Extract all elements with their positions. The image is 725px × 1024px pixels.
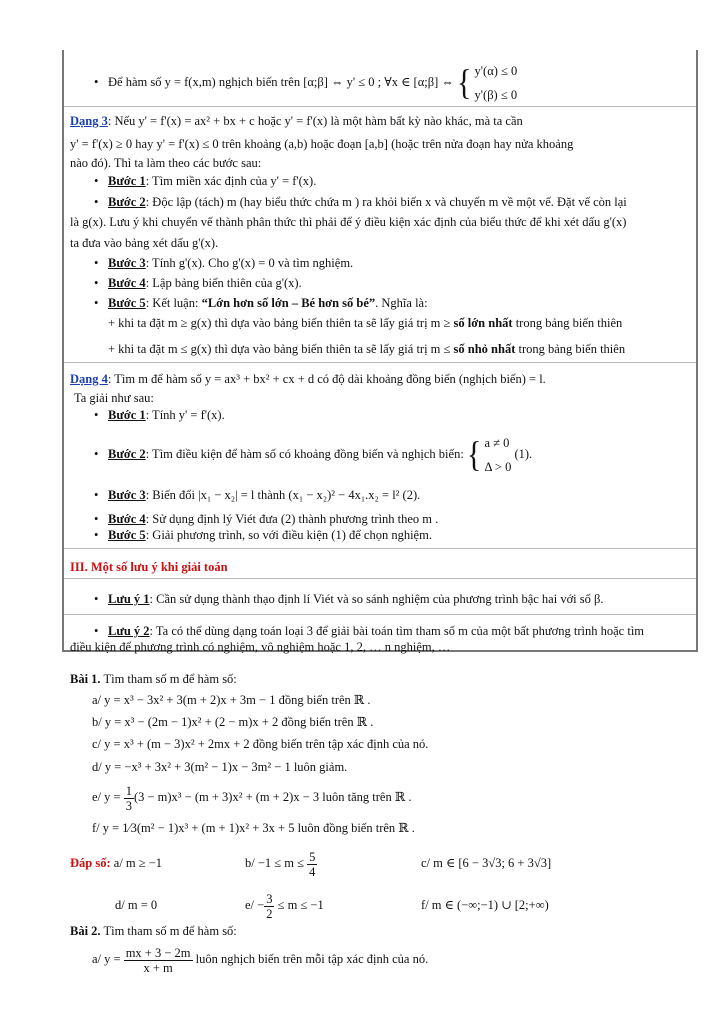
- dang4-step4: • Bước 4: Sử dụng định lý Viét đưa (2) thành phương trình theo m .: [108, 512, 438, 527]
- bai1-c: c/ y = x³ + (m − 3)x² + 2mx + 2 đồng biến trên tập xác định của nó.: [92, 737, 429, 751]
- dang3-step3: • Bước 3: Tính g'(x). Cho g'(x) = 0 và tìm nghiệm.: [108, 256, 353, 271]
- bai1-answer-b: b/ −1 ≤ m ≤ $\frac{5}{4}$: [245, 849, 316, 879]
- bullet-nghich-bien: • Để hàm số y = f(x,m) nghịch biến trên [α;β] ⇔ y' ≤ 0 ; ∀x ∈ [α;β] ⇔ { y'(α) ≤ 0 y'(β) ≤ 0: [108, 58, 517, 107]
- bai1-title: Bài 1. Tìm tham số m để hàm số:: [70, 672, 237, 686]
- dang3-line3: nào đó). Thì ta làm theo các bước sau:: [70, 156, 262, 170]
- dang3-rule-small: + khi ta đặt m ≤ g(x) thì dựa vào bảng biến thiên ta sẽ lấy giá trị m ≤ số nhỏ nhất trong bảng biến thiên: [108, 342, 626, 356]
- dang4-line2: Ta giải như sau:: [74, 391, 154, 405]
- dang3-step2-line2: là g(x). Lưu ý khi chuyển vế thành phân thức thì phải để ý điều kiện xác định của biểu thức để khi xét dấu g'(x): [70, 215, 627, 229]
- bai1-a: a/ y = x³ − 3x² + 3(m + 2)x + 3m − 1 đồng biến trên ℝ .: [92, 693, 371, 707]
- bai1-d: d/ y = −x³ + 3x² + 3(m² − 1)x − 3m² − 1 luôn giảm.: [92, 760, 348, 774]
- dang4-step2: • Bước 2: Tìm điều kiện để hàm số có khoảng đồng biến và nghịch biến: { a ≠ 0 Δ > 0 (1).: [108, 430, 532, 479]
- dang4-step5: • Bước 5: Giải phương trình, so với điều kiện (1) để chọn nghiệm.: [108, 528, 432, 543]
- dang3-step2-line3: ta đưa vào bảng xét dấu g'(x).: [70, 236, 219, 250]
- dang3-step5: • Bước 5: Kết luận: “Lớn hơn số lớn – Bé hơn số bé”. Nghĩa là:: [108, 296, 428, 311]
- dang4-step1: • Bước 1: Tính y' = f'(x).: [108, 408, 225, 423]
- bai1-answer-c: c/ m ∈ [6 − 3√3; 6 + 3√3]: [421, 856, 552, 870]
- divider: [64, 362, 696, 363]
- dang3-step4: • Bước 4: Lập bảng biến thiên của g'(x).: [108, 276, 302, 291]
- system-conditions: y'(α) ≤ 0 y'(β) ≤ 0: [474, 64, 518, 103]
- theory-box: [62, 50, 698, 652]
- divider: [64, 614, 696, 615]
- bai2-title: Bài 2. Tìm tham số m để hàm số:: [70, 924, 237, 938]
- dang3-step1: • Bước 1: Tìm miền xác định của y' = f'(x).: [108, 174, 316, 189]
- bai1-answer-f: f/ m ∈ (−∞;−1) ∪ [2;+∞): [421, 898, 549, 912]
- section3-title: III. Một số lưu ý khi giải toán: [70, 560, 228, 574]
- dang3-line2: y' = f'(x) ≥ 0 hay y' = f'(x) ≤ 0 trên khoảng (a,b) hoặc đoạn [a,b] (hoặc trên nửa đoạn hay nửa khoảng: [70, 137, 574, 151]
- divider: [64, 578, 696, 579]
- dang3-rule-large: + khi ta đặt m ≥ g(x) thì dựa vào bảng biến thiên ta sẽ lấy giá trị m ≥ số lớn nhất trong bảng biến thiên: [108, 316, 623, 330]
- bai1-b: b/ y = x³ − (2m − 1)x² + (2 − m)x + 2 đồng biến trên ℝ .: [92, 715, 374, 729]
- note2-line2: điều kiện để phương trình có nghiệm, vô nghiệm hoặc 1, 2, … n nghiệm, …: [70, 640, 451, 654]
- fraction: $\frac{mx + 3 - 2m}{x + m}$: [125, 945, 191, 975]
- fraction: $\frac{5}{4}$: [309, 849, 316, 879]
- bai1-answer-e: e/ − $\frac{3}{2}$ ≤ m ≤ −1: [245, 891, 324, 921]
- dang3-intro: Dạng 3: Nếu y' = f'(x) = ax² + bx + c hoặc y' = f'(x) là một hàm bất kỳ nào khác, mà ta cần: [70, 114, 523, 128]
- divider: [64, 106, 696, 107]
- dang4-intro: Dạng 4: Tìm m để hàm số y = ax³ + bx² + cx + d có độ dài khoảng đồng biến (nghịch biến) = l.: [70, 372, 546, 386]
- dang4-step3: • Bước 3: Biến đổi |x₁ − x₂| = l thành (x₁ − x₂)² − 4x₁.x₂ = l² (2).: [108, 488, 420, 503]
- bai2-a: a/ y = $\frac{mx + 3 - 2m}{x + m}$ luôn nghịch biến trên mỗi tập xác định của nó.: [92, 945, 429, 975]
- system-brace: {: [457, 62, 472, 103]
- divider: [64, 548, 696, 549]
- bai1-answers-row1: Đáp số: a/ m ≥ −1: [70, 856, 163, 870]
- system-brace: {: [466, 434, 482, 475]
- dang3-step2: • Bước 2: Độc lập (tách) m (hay biểu thức chứa m ) ra khỏi biến x và chuyển m về một vế. Đặt vế còn lại: [108, 195, 627, 210]
- bai1-f: f/ y = 1⁄3(m² − 1)x³ + (m + 1)x² + 3x + 5 luôn đồng biến trên ℝ .: [92, 821, 415, 835]
- note2: • Lưu ý 2: Ta có thể dùng dạng toán loại 3 để giải bài toán tìm tham số m của một bất phương trình hoặc tìm: [108, 624, 644, 639]
- note1: • Lưu ý 1: Cần sử dụng thành thạo định lí Viét và so sánh nghiệm của phương trình bậc hai với số β.: [108, 592, 604, 607]
- system-conditions: a ≠ 0 Δ > 0: [484, 436, 512, 475]
- bai1-answer-d: d/ m = 0: [115, 898, 158, 912]
- fraction: $\frac{1}{3}$: [125, 783, 132, 813]
- bai1-e: e/ y = $\frac{1}{3}$ (3 − m)x³ − (m + 3)x² + (m + 2)x − 3 luôn tăng trên ℝ .: [92, 783, 412, 813]
- fraction: $\frac{3}{2}$: [266, 891, 273, 921]
